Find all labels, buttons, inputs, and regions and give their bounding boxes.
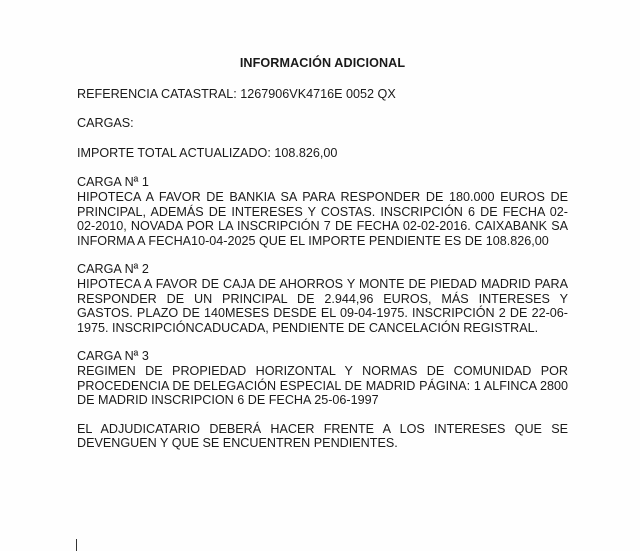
- carga-heading: CARGA Nª 2: [77, 262, 149, 277]
- document-page: [77, 56, 568, 451]
- carga-3: [77, 349, 568, 407]
- carga-body: HIPOTECA A FAVOR DE CAJA DE AHORROS Y MONTE DE PIEDAD MADRID PARA RESPONDER DE UN PRINCIPAL DE 2.944,96 EUROS, MÁS INTERESES Y GASTOS. PLAZO DE 140MESES DESDE EL 09-04-1975. INSCRIPCIÓN 2 DE 22-06-1975. INSCRIPCIÓNCADUCADA, PENDIENTE DE CANCELACIÓN REGISTRAL.: [77, 276, 568, 335]
- carga-heading: CARGA Nª 1: [77, 175, 149, 190]
- carga-heading: CARGA Nª 3: [77, 349, 149, 364]
- carga-2: [77, 262, 568, 335]
- carga-1: [77, 175, 568, 248]
- carga-body: HIPOTECA A FAVOR DE BANKIA SA PARA RESPONDER DE 180.000 EUROS DE PRINCIPAL, ADEMÁS DE INTERESES Y COSTAS. INSCRIPCIÓN 6 DE FECHA 02-02-2010, NOVADA POR LA INSCRIPCIÓN 7 DE FECHA 02-02-2016. CAIXABANK SA INFORMA A FECHA10-04-2025 QUE EL IMPORTE PENDIENTE ES DE 108.826,00: [77, 189, 568, 248]
- carga-body: REGIMEN DE PROPIEDAD HORIZONTAL Y NORMAS DE COMUNIDAD POR PROCEDENCIA DE DELEGACIÓN ESPECIAL DE MADRID PÁGINA: 1 ALFINCA 2800 DE MADRID INSCRIPCION 6 DE FECHA 25-06-1997: [77, 363, 568, 408]
- cargas-label: CARGAS:: [77, 116, 134, 131]
- referencia-catastral: REFERENCIA CATASTRAL: 1267906VK4716E 0052 QX: [77, 86, 396, 101]
- final-note: EL ADJUDICATARIO DEBERÁ HACER FRENTE A LOS INTERESES QUE SE DEVENGUEN Y QUE SE ENCUENTREN PENDIENTES.: [77, 421, 568, 451]
- document-title: INFORMACIÓN ADICIONAL: [239, 56, 406, 70]
- importe-total: IMPORTE TOTAL ACTUALIZADO: 108.826,00: [77, 145, 338, 160]
- text-cursor[interactable]: [76, 539, 77, 551]
